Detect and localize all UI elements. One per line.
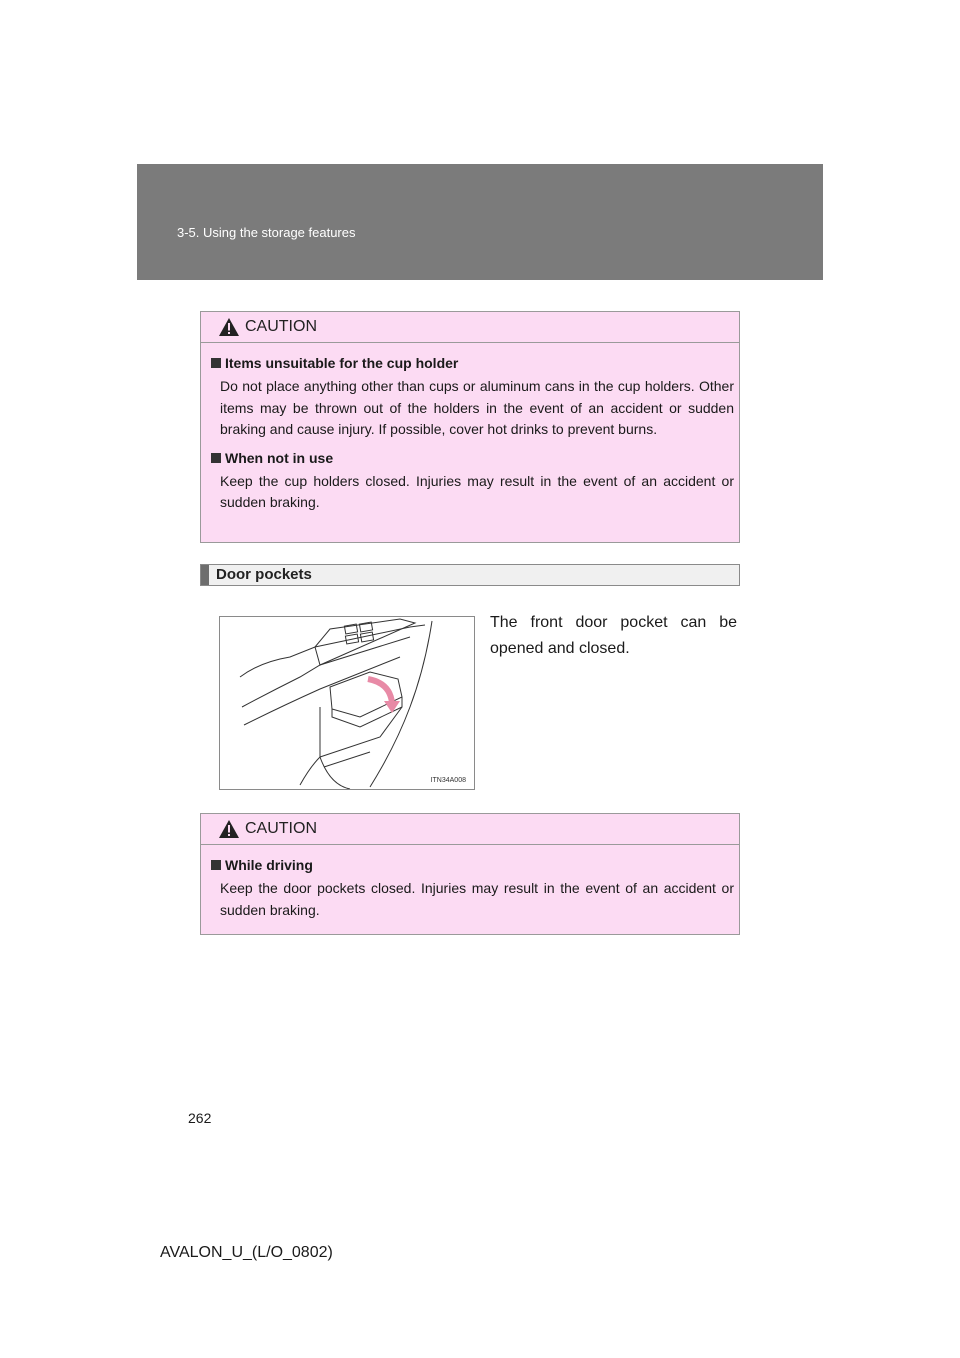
warning-triangle-icon <box>218 819 240 839</box>
figure-description: The front door pocket can be opened and closed. <box>490 614 737 657</box>
caution-body <box>201 343 739 514</box>
caution-box-door-pockets <box>200 813 740 935</box>
door-pocket-drawing <box>220 617 474 789</box>
caution-item-text: Keep the door pockets closed. Injuries may result in the event of an accident or sudden braking. <box>220 880 734 918</box>
caution-item-title: While driving <box>211 855 734 875</box>
figure-code: ITN34A008 <box>430 777 466 784</box>
caution-label: CAUTION <box>245 820 317 837</box>
caution-body <box>201 845 739 921</box>
caution-item-title: When not in use <box>211 448 734 468</box>
page-number: 262 <box>188 1110 212 1126</box>
square-bullet-icon <box>211 453 221 463</box>
square-bullet-icon <box>211 358 221 368</box>
page-header <box>137 164 823 280</box>
warning-triangle-icon <box>218 317 240 337</box>
section-title: Door pockets <box>216 566 312 583</box>
document-code: AVALON_U_(L/O_0802) <box>160 1244 333 1261</box>
section-heading <box>200 564 740 586</box>
caution-item-text: Keep the cup holders closed. Injuries may result in the event of an accident or sudden braking. <box>220 472 734 510</box>
section-accent <box>201 565 209 585</box>
square-bullet-icon <box>211 860 221 870</box>
caution-label: CAUTION <box>245 318 317 335</box>
caution-box-cup-holder <box>200 311 740 543</box>
caution-item-title: Items unsuitable for the cup holder <box>211 353 734 373</box>
chapter-title: 3-5. Using the storage features <box>177 225 356 240</box>
door-pocket-illustration <box>219 616 475 790</box>
caution-item-text: Do not place anything other than cups or aluminum cans in the cup holders. Other items may be thrown out of the holders in the event of an accident or sudden braking and cause injury. If possible, cover hot drinks to prevent burns. <box>220 378 734 437</box>
caution-header <box>201 814 739 845</box>
caution-header <box>201 312 739 343</box>
